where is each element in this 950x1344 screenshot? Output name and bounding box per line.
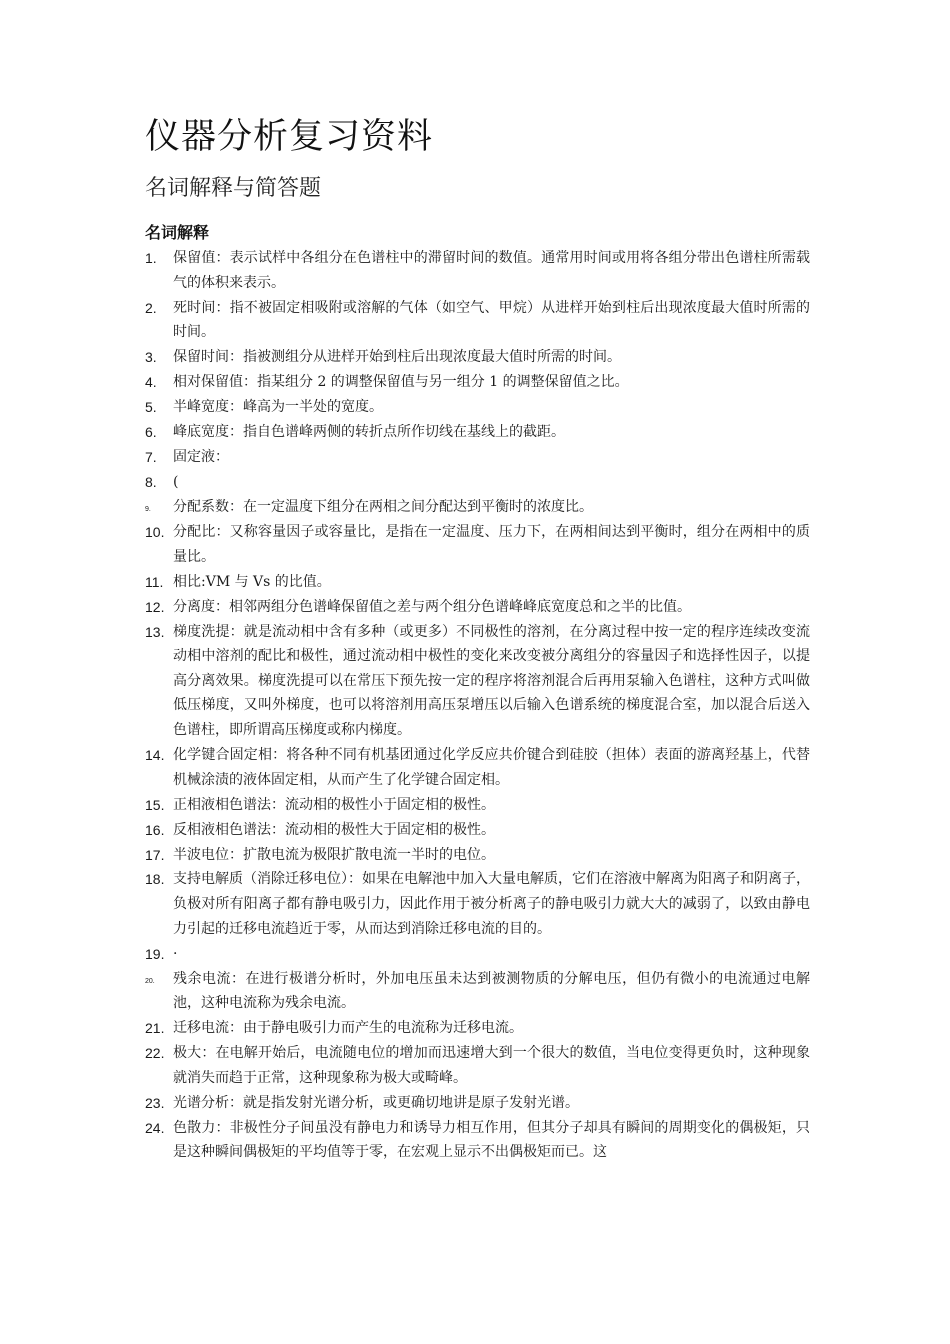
list-item-text: 反相液相色谱法：流动相的极性大于固定相的极性。	[173, 821, 495, 838]
list-item	[145, 370, 810, 395]
list-item-number: 3.	[145, 349, 157, 366]
list-item-number: 1.	[145, 250, 157, 266]
list-item-text: 固定液：	[173, 449, 229, 466]
list-item	[145, 743, 810, 792]
list-item-number: 15.	[145, 796, 165, 813]
list-item	[145, 445, 810, 470]
list-item-text: 死时间：指不被固定相吸附或溶解的气体（如空气、甲烷）从进样开始到柱后出现浓度最大值时所需的时间。	[173, 299, 810, 341]
list-item-number: 20.	[145, 977, 155, 985]
list-item-number: 18.	[145, 871, 165, 888]
list-item-text: 半峰宽度：峰高为一半处的宽度。	[173, 399, 383, 416]
list-item	[145, 420, 810, 445]
list-item	[145, 967, 810, 1016]
list-item-text: 化学键合固定相：将各种不同有机基团通过化学反应共价键合到硅胶（担体）表面的游离羟基上，代替机械涂渍的液体固定相，从而产生了化学键合固定相。	[173, 746, 810, 788]
list-item-number: 4.	[145, 374, 157, 391]
list-item-number: 10.	[145, 524, 165, 541]
list-item	[145, 246, 810, 295]
list-item-text: 分配系数：在一定温度下组分在两相之间分配达到平衡时的浓度比。	[173, 499, 593, 516]
document-page	[145, 112, 810, 1165]
list-item-text: 分离度：相邻两组分色谱峰保留值之差与两个组分色谱峰峰底宽度总和之半的比值。	[173, 598, 691, 615]
section-heading: 名词解释	[145, 223, 210, 242]
list-item	[145, 942, 810, 967]
list-item-text: 极大：在电解开始后，电流随电位的增加而迅速增大到一个很大的数值，当电位变得更负时，这种现象就消失而趋于正常，这种现象称为极大或畸峰。	[173, 1045, 810, 1086]
list-item-text: 峰底宽度：指自色谱峰两侧的转折点所作切线在基线上的截距。	[173, 424, 565, 441]
list-item	[145, 1041, 810, 1090]
list-item-number: 14.	[145, 746, 165, 763]
list-item-text: 保留时间：指被测组分从进样开始到柱后出现浓度最大值时所需的时间。	[173, 349, 621, 366]
list-item-text: 保留值：表示试样中各组分在色谱柱中的滞留时间的数值。通常用时间或用将各组分带出色谱柱所需载气的体积来表示。	[173, 250, 810, 291]
list-item-text: 半波电位：扩散电流为极限扩散电流一半时的电位。	[173, 846, 495, 863]
list-item-number: 16.	[145, 821, 165, 838]
list-item	[145, 818, 810, 843]
list-item-text: 支持电解质（消除迁移电位）：如果在电解池中加入大量电解质，它们在溶液中解离为阳离子和阴离子，负极对所有阳离子都有静电吸引力，因此作用于被分析离子的静电吸引力就大大的减弱了，以致由静电力引起的迁移电流趋近于零，从而达到消除迁移电流的目的。	[173, 871, 810, 937]
list-item-number: 19.	[145, 945, 165, 962]
list-item	[145, 595, 810, 620]
list-item-text: 光谱分析：就是指发射光谱分析，或更确切地讲是原子发射光谱。	[173, 1094, 579, 1111]
list-item	[145, 395, 810, 420]
list-item-number: 8.	[145, 474, 157, 491]
list-item-number: 2.	[145, 299, 157, 316]
list-item	[145, 470, 810, 495]
list-item-text: 相比:VM 与 Vs 的比值。	[173, 573, 331, 590]
list-item	[145, 867, 810, 941]
list-item	[145, 1116, 810, 1165]
list-item-number: 22.	[145, 1045, 165, 1062]
list-item-number: 9.	[145, 506, 151, 514]
list-item-number: 24.	[145, 1119, 165, 1136]
list-item-number: 6.	[145, 424, 157, 441]
term-list	[145, 246, 810, 1165]
list-item-text: 相对保留值：指某组分 2 的调整保留值与另一组分 1 的调整保留值之比。	[173, 374, 629, 391]
list-item-text: (	[173, 474, 179, 491]
document-subtitle: 名词解释与简答题	[145, 176, 322, 201]
list-item	[145, 843, 810, 868]
list-item-number: 13.	[145, 623, 165, 640]
list-item-text: 分配比：又称容量因子或容量比，是指在一定温度、压力下，在两相间达到平衡时，组分在两相中的质量比。	[173, 524, 810, 565]
list-item-number: 5.	[145, 399, 157, 416]
list-item	[145, 1091, 810, 1116]
list-item	[145, 495, 810, 520]
list-item	[145, 520, 810, 569]
list-item	[145, 296, 810, 345]
list-item	[145, 620, 810, 743]
list-item-text: 残余电流：在进行极谱分析时，外加电压虽未达到被测物质的分解电压，但仍有微小的电流通过电解池，这种电流称为残余电流。	[173, 970, 810, 1012]
list-item-number: 11.	[145, 573, 164, 590]
list-item	[145, 345, 810, 370]
list-item-text: 正相液相色谱法：流动相的极性小于固定相的极性。	[173, 796, 495, 813]
document-title: 仪器分析复习资料	[145, 117, 434, 157]
list-item-text: 色散力：非极性分子间虽没有静电力和诱导力相互作用，但其分子却具有瞬间的周期变化的偶极矩，只是这种瞬间偶极矩的平均值等于零，在宏观上显示不出偶极矩而已。这	[173, 1119, 810, 1161]
list-item	[145, 1016, 810, 1041]
list-item	[145, 570, 810, 595]
list-item-number: 21.	[145, 1020, 165, 1037]
list-item-number: 12.	[145, 598, 165, 615]
list-item-number: 23.	[145, 1094, 165, 1111]
list-item-number: 17.	[145, 846, 165, 863]
list-item-text: ·	[173, 945, 178, 962]
list-item-text: 梯度洗提：就是流动相中含有多种（或更多）不同极性的溶剂，在分离过程中按一定的程序连续改变流动相中溶剂的配比和极性，通过流动相中极性的变化来改变被分离组分的容量因子和选择性因子，以提高分离效果。梯度洗提可以在常压下预先按一定的程序将溶剂混合后再用泵输入色谱柱，这种方式叫做低压梯度，又叫外梯度，也可以将溶剂用高压泵增压以后输入色谱系统的梯度混合室，加以混合后送入色谱柱，即所谓高压梯度或称内梯度。	[173, 623, 810, 738]
list-item-text: 迁移电流：由于静电吸引力而产生的电流称为迁移电流。	[173, 1020, 523, 1037]
list-item	[145, 793, 810, 818]
list-item-number: 7.	[145, 449, 157, 466]
